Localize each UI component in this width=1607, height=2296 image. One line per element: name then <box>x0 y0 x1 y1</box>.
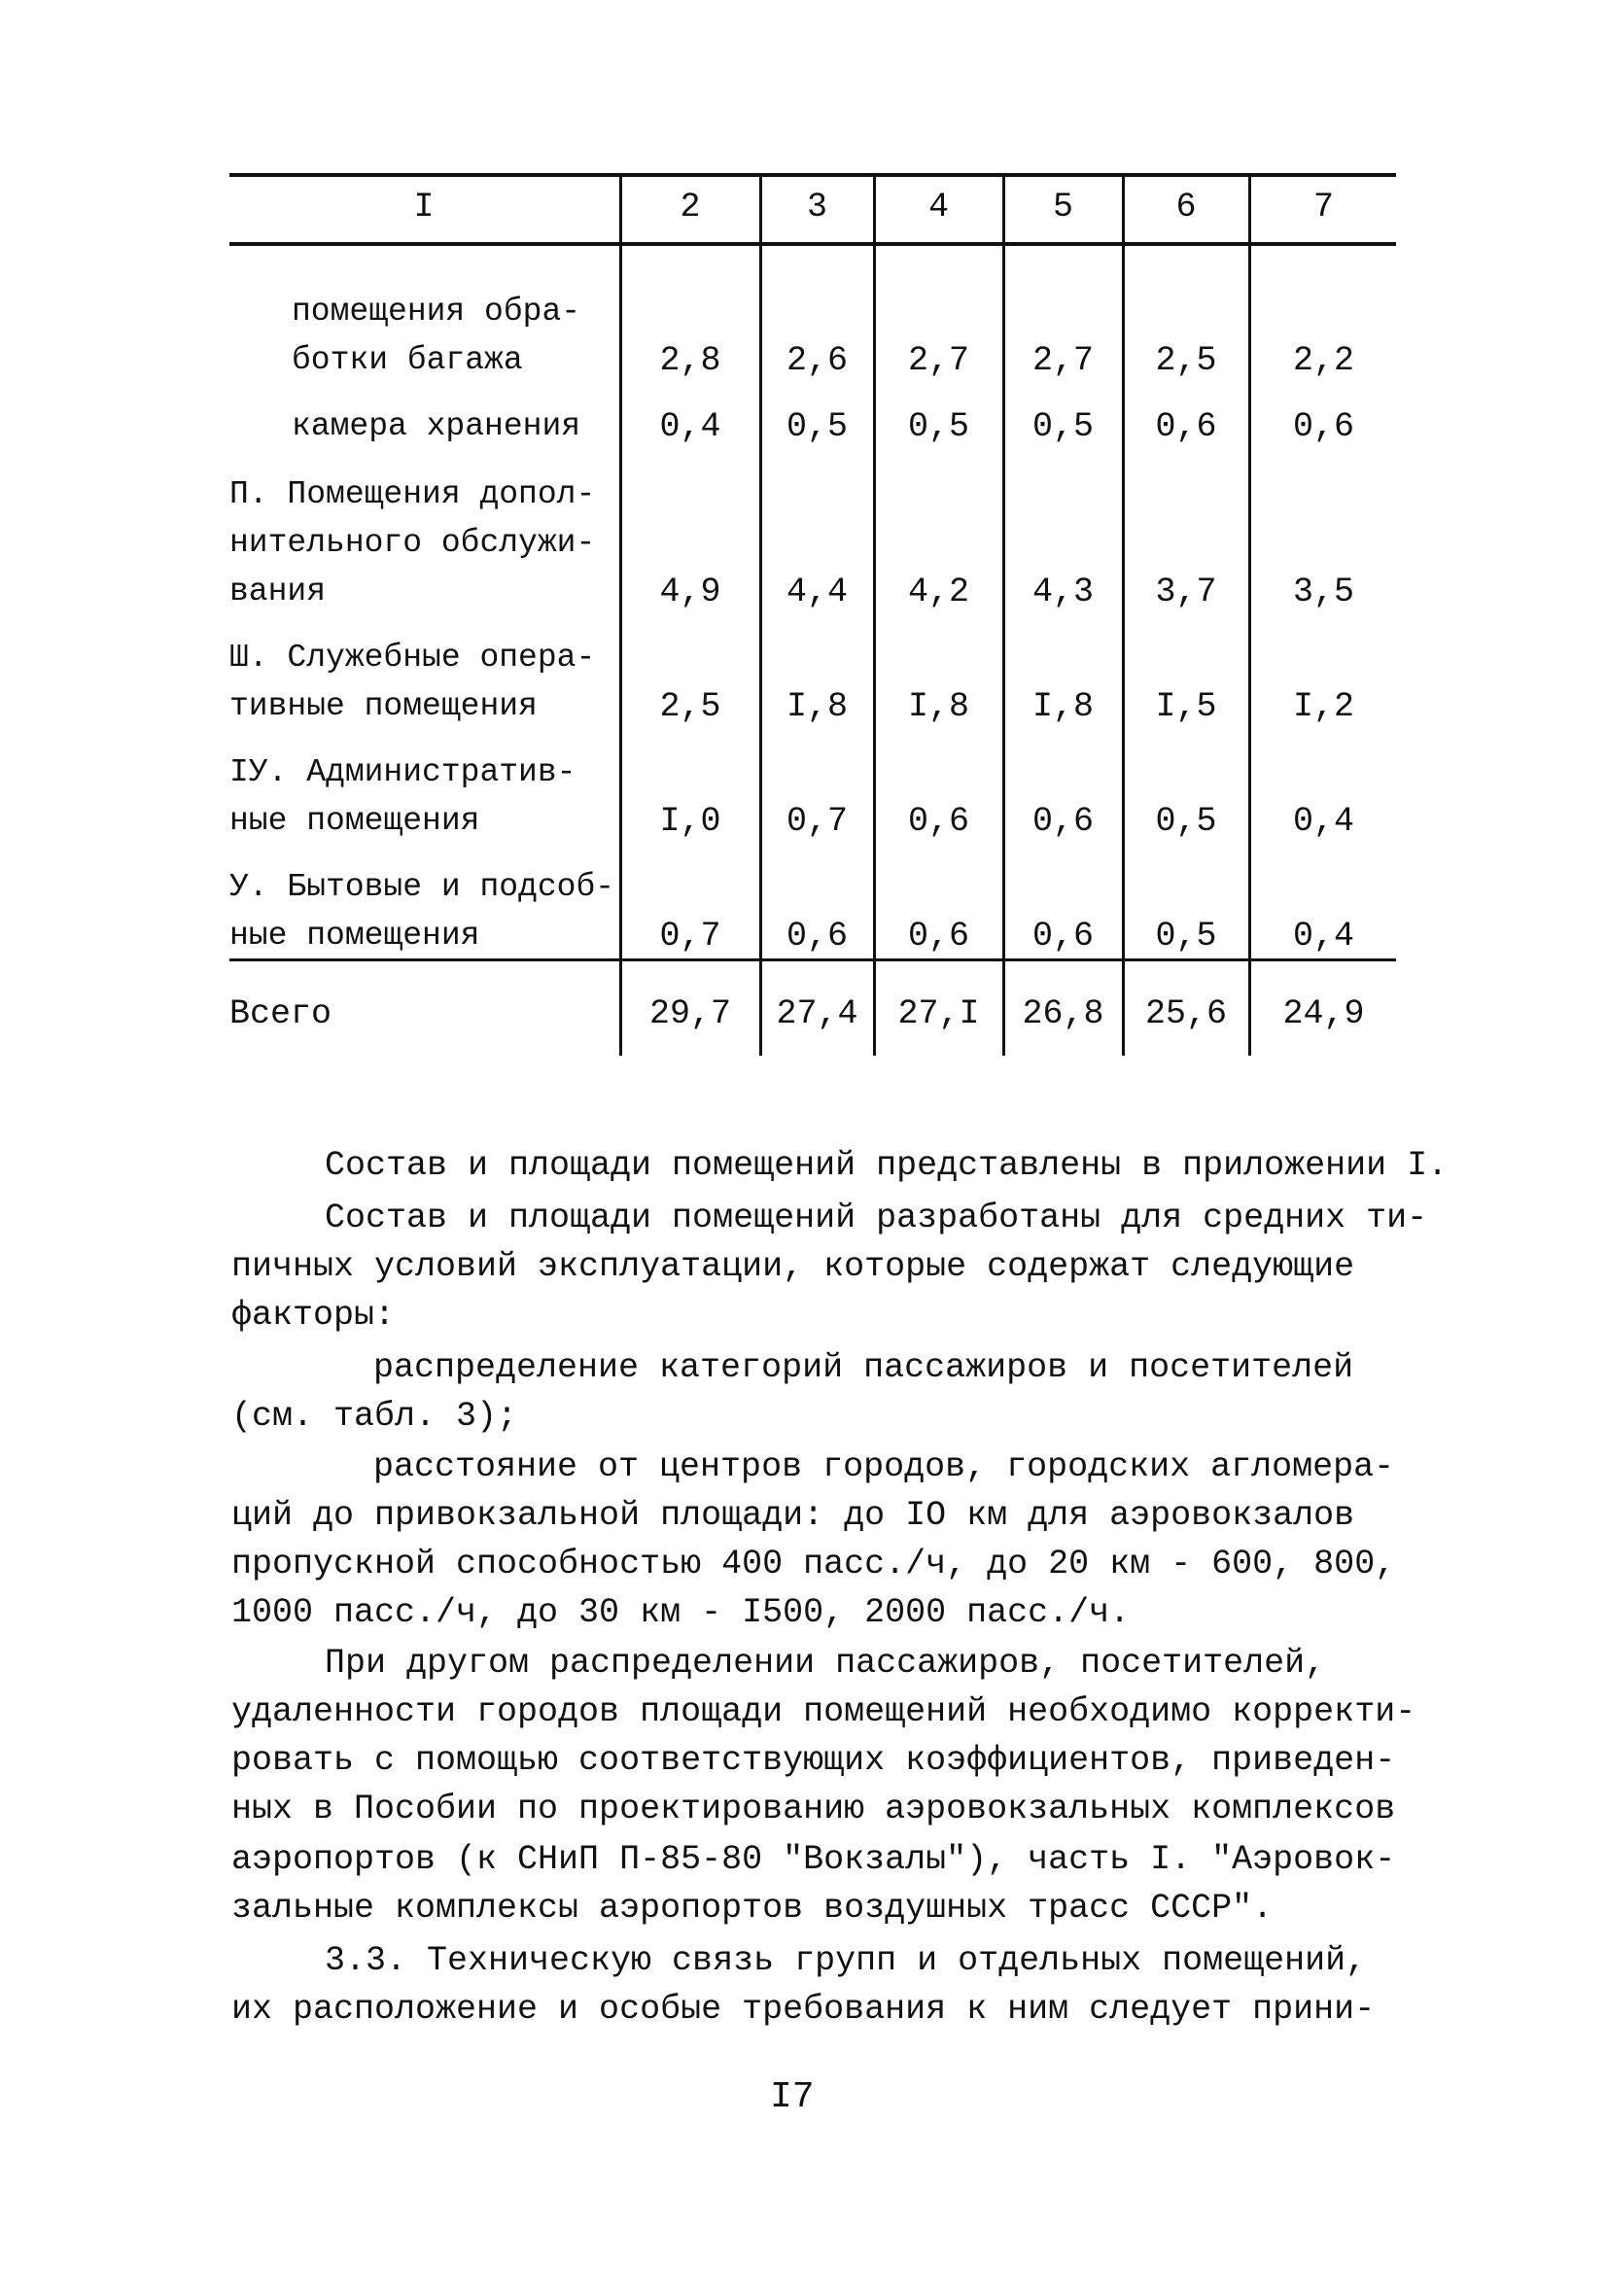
body-line: пичных условий эксплуатации, которые содержат следующие <box>231 1247 1355 1286</box>
table-cell: 0,5 <box>786 407 848 446</box>
table-cell: I,0 <box>659 802 721 841</box>
row-label: П. Помещения допол- нительного обслужи- вания <box>229 476 596 609</box>
body-line: 1000 пасс./ч, до 30 км - I500, 2000 пасс./ч. <box>231 1593 1131 1632</box>
table-cell: 0,5 <box>907 407 969 446</box>
table-cell: 0,6 <box>1292 407 1354 446</box>
table-cell: 0,4 <box>659 407 721 446</box>
body-line: Состав и площади помещений разработаны для средних ти- <box>325 1199 1428 1237</box>
header-col-6: 6 <box>1175 188 1197 226</box>
body-line: ных в Пособии по проектированию аэровокзальных комплексов <box>231 1790 1396 1828</box>
body-line: ровать с помощью соответствующих коэффициентов, приведен- <box>231 1741 1396 1780</box>
table-cell: I,5 <box>1155 687 1217 726</box>
table-cell: 2,2 <box>1292 341 1354 380</box>
body-line: При другом распределении пассажиров, посетителей, <box>325 1644 1326 1683</box>
table-cell: I,8 <box>1031 687 1094 726</box>
table-cell: 2,5 <box>659 687 721 726</box>
table-cell: 0,5 <box>1155 917 1217 956</box>
header-col-7: 7 <box>1312 188 1334 226</box>
total-cell: 24,9 <box>1282 994 1365 1033</box>
table-cell: 4,2 <box>907 573 969 611</box>
table-cell: 3,5 <box>1292 573 1354 611</box>
table-cell: 0,6 <box>1031 917 1094 956</box>
row-label: У. Бытовые и подсоб- ные помещения <box>229 869 615 954</box>
body-line: удаленности городов площади помещений необходимо корректи- <box>231 1692 1416 1731</box>
body-line: факторы: <box>231 1296 396 1335</box>
table-cell: 0,6 <box>1155 407 1217 446</box>
table-cell: 0,4 <box>1292 917 1354 956</box>
total-cell: 27,I <box>897 994 980 1033</box>
table-cell: 4,3 <box>1031 573 1094 611</box>
total-cell: 29,7 <box>648 994 731 1033</box>
header-col-3: 3 <box>806 188 827 226</box>
table-cell: 0,6 <box>1031 802 1094 841</box>
table-cell: I,8 <box>786 687 848 726</box>
table-cell: 0,5 <box>1031 407 1094 446</box>
table-cell: 2,8 <box>659 341 721 380</box>
body-line: (см. табл. 3); <box>231 1397 518 1436</box>
table-cell: 2,5 <box>1155 341 1217 380</box>
row-label: IУ. Административ- ные помещения <box>229 754 576 839</box>
header-col-2: 2 <box>680 188 701 226</box>
total-cell: 26,8 <box>1022 994 1104 1033</box>
table-cell: 0,7 <box>786 802 848 841</box>
body-line: пропускной способностью 400 пасс./ч, до 20 км - 600, 800, <box>231 1545 1396 1583</box>
table-cell: 2,6 <box>786 341 848 380</box>
row-label: камера хранения <box>292 408 581 444</box>
table-cell: 0,5 <box>1155 802 1217 841</box>
table-cell: 0,6 <box>907 917 969 956</box>
table-cell: I,2 <box>1292 687 1354 726</box>
header-col-5: 5 <box>1052 188 1073 226</box>
table-cell: 0,6 <box>907 802 969 841</box>
table-top-rule <box>229 173 1396 177</box>
body-line: расстояние от центров городов, городских агломера- <box>373 1447 1395 1486</box>
header-col-1: I <box>413 188 435 226</box>
page-number: I7 <box>770 2076 815 2118</box>
body-line: 3.3. Техническую связь групп и отдельных помещений, <box>325 1941 1367 1980</box>
total-cell: 27,4 <box>776 994 858 1033</box>
table-cell: 3,7 <box>1155 573 1217 611</box>
body-line: распределение категорий пассажиров и посетителей <box>373 1348 1354 1387</box>
body-line: их расположение и особые требования к ним следует прини- <box>231 1990 1376 2029</box>
table-cell: 0,7 <box>659 917 721 956</box>
body-line: зальные комплексы аэропортов воздушных трасс СССР". <box>231 1889 1274 1928</box>
header-col-4: 4 <box>927 188 949 226</box>
table-cell: I,8 <box>907 687 969 726</box>
total-label: Всего <box>229 994 332 1033</box>
table-cell: 0,6 <box>786 917 848 956</box>
data-table <box>229 173 1396 1056</box>
row-label: Ш. Служебные опера- тивные помещения <box>229 640 596 724</box>
total-cell: 25,6 <box>1144 994 1227 1033</box>
header-bottom-rule <box>229 242 1396 246</box>
table-cell: 4,9 <box>659 573 721 611</box>
table-cell: 4,4 <box>786 573 848 611</box>
body-line: ций до привокзальной площади: до IO км для аэровокзалов <box>231 1496 1355 1535</box>
body-line: Состав и площади помещений представлены в приложении I. <box>325 1146 1449 1185</box>
row-label: помещения обра- ботки багажа <box>292 294 581 378</box>
table-cell: 0,4 <box>1292 802 1354 841</box>
table-cell: 2,7 <box>907 341 969 380</box>
table-cell: 2,7 <box>1031 341 1094 380</box>
body-line: аэропортов (к СНиП П-85-80 "Вокзалы"), часть I. "Аэровок- <box>231 1840 1396 1879</box>
